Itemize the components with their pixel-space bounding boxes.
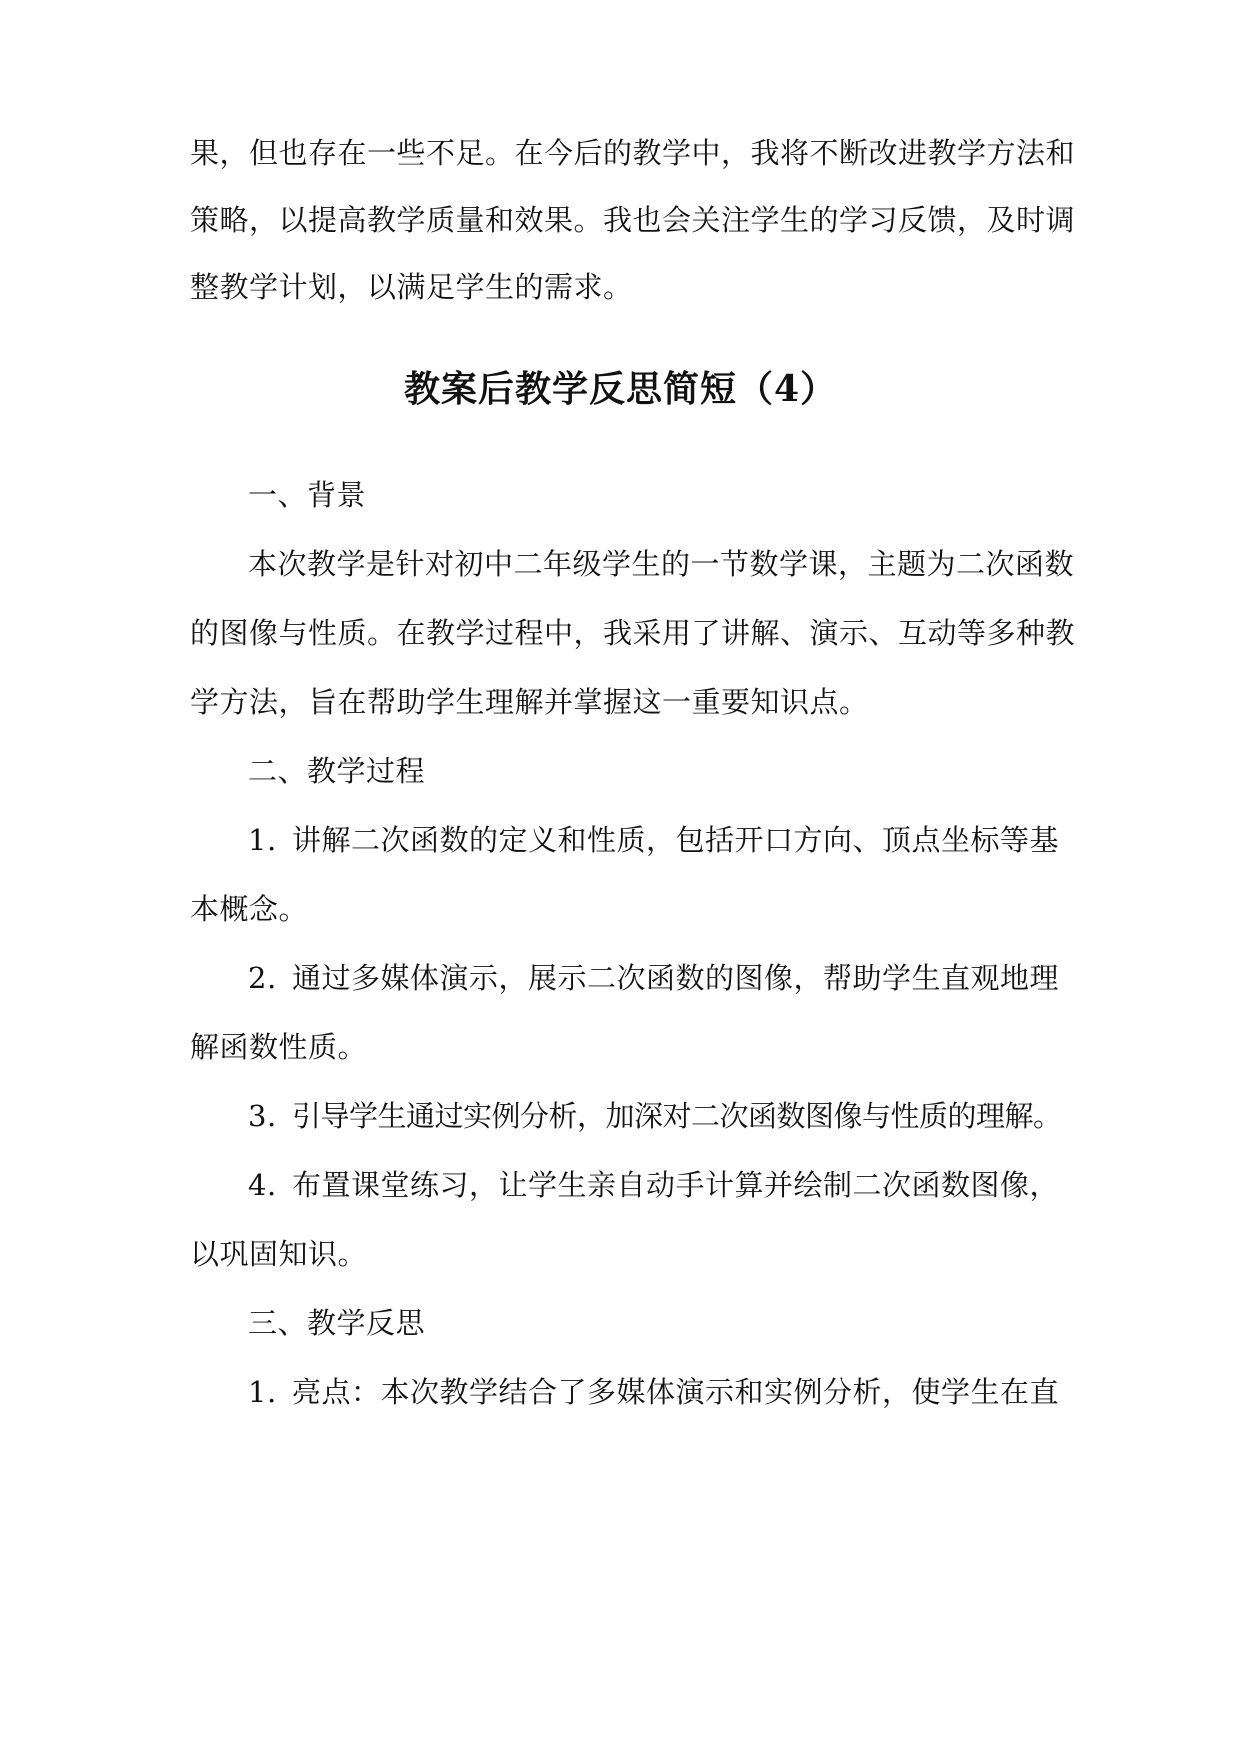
section-heading-reflection: 三、教学反思	[248, 1306, 426, 1340]
list-item-continuation: 本概念。	[190, 892, 309, 926]
list-item-number: 1.	[248, 823, 277, 857]
paragraph-line: 果，但也存在一些不足。在今后的教学中，我将不断改进教学方法和	[190, 136, 1076, 170]
paragraph-line: 策略，以提高教学质量和效果。我也会关注学生的学习反馈，及时调	[190, 203, 1076, 237]
list-item-number: 1.	[248, 1375, 277, 1409]
list-item	[248, 1165, 1060, 1205]
paragraph-line: 整教学计划，以满足学生的需求。	[190, 270, 633, 304]
section-heading-background: 一、背景	[248, 478, 367, 512]
section-title: 教案后教学反思简短（4）	[403, 368, 838, 410]
section-heading-process: 二、教学过程	[248, 754, 426, 788]
list-item	[248, 1096, 1060, 1136]
list-item-text: 布置课堂练习，让学生亲自动手计算并绘制二次函数图像，	[292, 1168, 1060, 1202]
list-item	[248, 820, 1060, 860]
list-item-text: 讲解二次函数的定义和性质，包括开口方向、顶点坐标等基	[292, 823, 1060, 857]
list-item-continuation: 以巩固知识。	[190, 1237, 368, 1271]
list-item-text: 通过多媒体演示，展示二次函数的图像，帮助学生直观地理	[292, 961, 1060, 995]
list-item	[248, 1372, 1060, 1412]
paragraph-line: 学方法，旨在帮助学生理解并掌握这一重要知识点。	[190, 685, 869, 719]
list-item-text: 引导学生通过实例分析，加深对二次函数图像与性质的理解。	[292, 1099, 1062, 1133]
list-item-text: 亮点：本次教学结合了多媒体演示和实例分析，使学生在直	[292, 1375, 1060, 1409]
list-item-number: 2.	[248, 961, 277, 995]
list-item-number: 3.	[248, 1099, 277, 1133]
paragraph-line: 本次教学是针对初中二年级学生的一节数学课，主题为二次函数	[248, 547, 1075, 581]
list-item-number: 4.	[248, 1168, 277, 1202]
paragraph-line: 的图像与性质。在教学过程中，我采用了讲解、演示、互动等多种教	[190, 616, 1076, 650]
list-item	[248, 958, 1060, 998]
list-item-continuation: 解函数性质。	[190, 1030, 368, 1064]
